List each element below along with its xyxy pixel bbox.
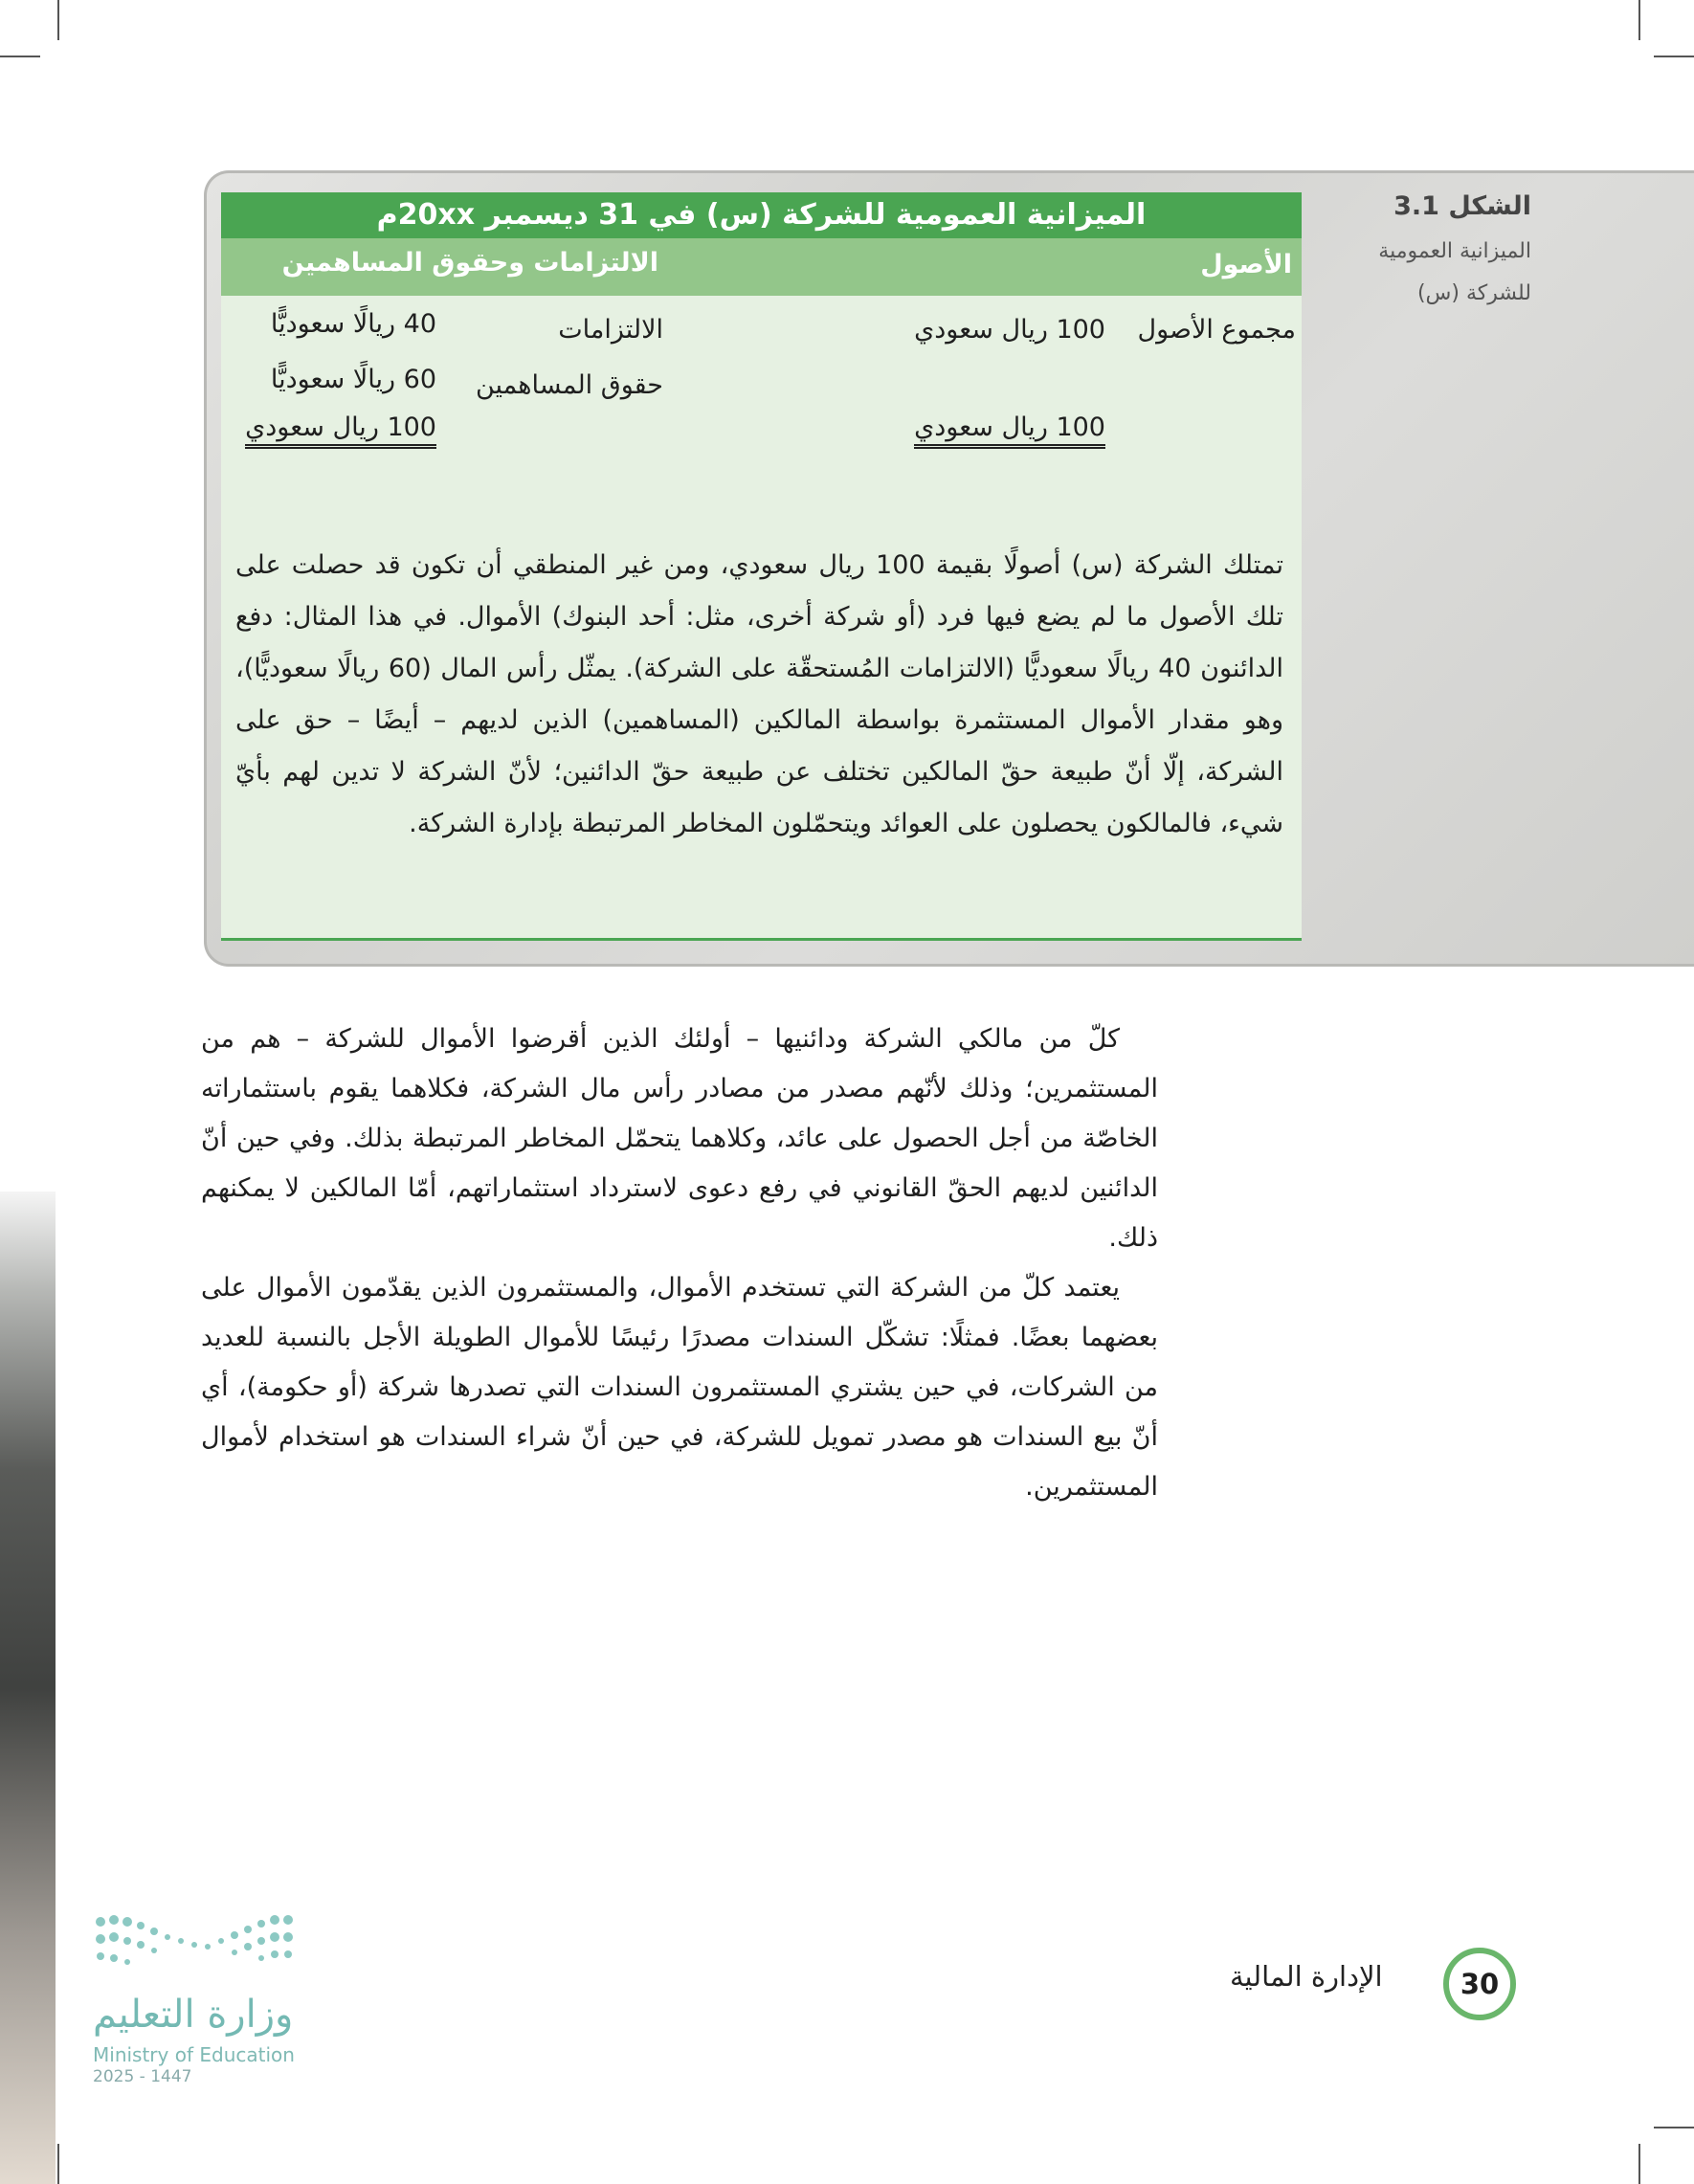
table-explanation: تمتلك الشركة (س) أصولًا بقيمة 100 ريال سعودي، ومن غير المنطقي أن تكون قد حصلت على تلك الأصول ما لم يضع فيها فرد (أو شركة أخرى، مثل: أحد البنوك) الأموال. في هذا المثال: دفع الدائنون 40 ريالًا سعوديًّا (الالتزامات المُستحقّة على الشركة). يمثّل رأس المال (60 ريالًا سعوديًّا)، وهو مقدار الأموال المستثمرة بواسطة المالكين (المساهمين) الذين لديهم – أيضًا – حق على الشركة، إلّا أنّ طبيعة حقّ المالكين تختلف عن طبيعة حقّ الدائنين؛ لأنّ الشركة لا تدين لهم بأيّ شيء، فالمالكون يحصلون على العوائد ويتحمّلون المخاطر المرتبطة بإدارة الشركة. [235, 550, 1283, 838]
ministry-year: 2025 - 1447 [93, 2067, 192, 2086]
figure-label: الشكل 3.1 [1393, 191, 1531, 221]
crop-mark [1638, 0, 1640, 40]
liabilities-equity-header: الالتزامات وحقوق المساهمين [281, 248, 658, 278]
figure-caption [1326, 191, 1531, 315]
ministry-name-arabic: وزارة التعليم [93, 1993, 294, 2037]
crop-mark [1638, 2144, 1640, 2184]
body-text [201, 1014, 1158, 1512]
equity-label: حقوق المساهمين [475, 370, 663, 400]
total-assets-label: مجموع الأصول [1137, 315, 1296, 345]
balance-sheet-table [221, 192, 1302, 941]
crop-mark [57, 0, 59, 40]
crop-mark [1654, 56, 1694, 57]
body-paragraph: كلّ من مالكي الشركة ودائنيها – أولئك الذين أقرضوا الأموال للشركة – هم من المستثمرين؛ وذلك لأنّهم مصدر من مصادر رأس مال الشركة، فكلاهما يقوم باستثماراته الخاصّة من أجل الحصول على عائد، وكلاهما يتحمّل المخاطر المرتبطة بذلك. وفي حين أنّ الدائنين لديهم الحقّ القانوني في رفع دعوى لاسترداد استثماراتهم، أمّا المالكين لا يمكنهم ذلك. [201, 1024, 1158, 1253]
crop-mark [57, 2144, 59, 2184]
total-assets-value: 100 ريال سعودي [914, 315, 1105, 345]
liabilities-value: 40 ريالًا سعوديًّا [270, 309, 436, 339]
book-title: الإدارة المالية [1230, 1960, 1383, 1993]
table-header-row [221, 238, 1302, 296]
liabilities-label: الالتزامات [558, 315, 663, 345]
liabilities-sum-value: 100 ريال سعودي [245, 412, 436, 449]
assets-header: الأصول [1200, 250, 1292, 279]
figure-description: الميزانية العمومية للشركة (س) [1378, 239, 1531, 305]
assets-sum-value: 100 ريال سعودي [914, 412, 1105, 449]
crop-mark [0, 56, 40, 57]
ministry-logo-icon [93, 1912, 303, 1981]
table-bottom-rule [221, 938, 1302, 941]
ministry-name-english: Ministry of Education [93, 2043, 295, 2066]
decorative-photo-strip [0, 1192, 56, 2184]
equity-value: 60 ريالًا سعوديًّا [270, 365, 436, 394]
body-paragraph: يعتمد كلّ من الشركة التي تستخدم الأموال، والمستثمرون الذين يقدّمون الأموال على بعضهما بعضًا. فمثلًا: تشكّل السندات مصدرًا رئيسًا للأموال الطويلة الأجل بالنسبة للعديد من الشركات، في حين يشتري المستثمرون السندات التي تصدرها شركة (أو حكومة)، أي أنّ بيع السندات هو مصدر تمويل للشركة، في حين أنّ شراء السندات هو استخدام لأموال المستثمرين. [201, 1273, 1158, 1502]
page-number: 30 [1443, 1948, 1516, 2020]
crop-mark [1654, 2127, 1694, 2128]
table-title: الميزانية العمومية للشركة (س) في 31 ديسمبر 20xxم [221, 192, 1302, 238]
